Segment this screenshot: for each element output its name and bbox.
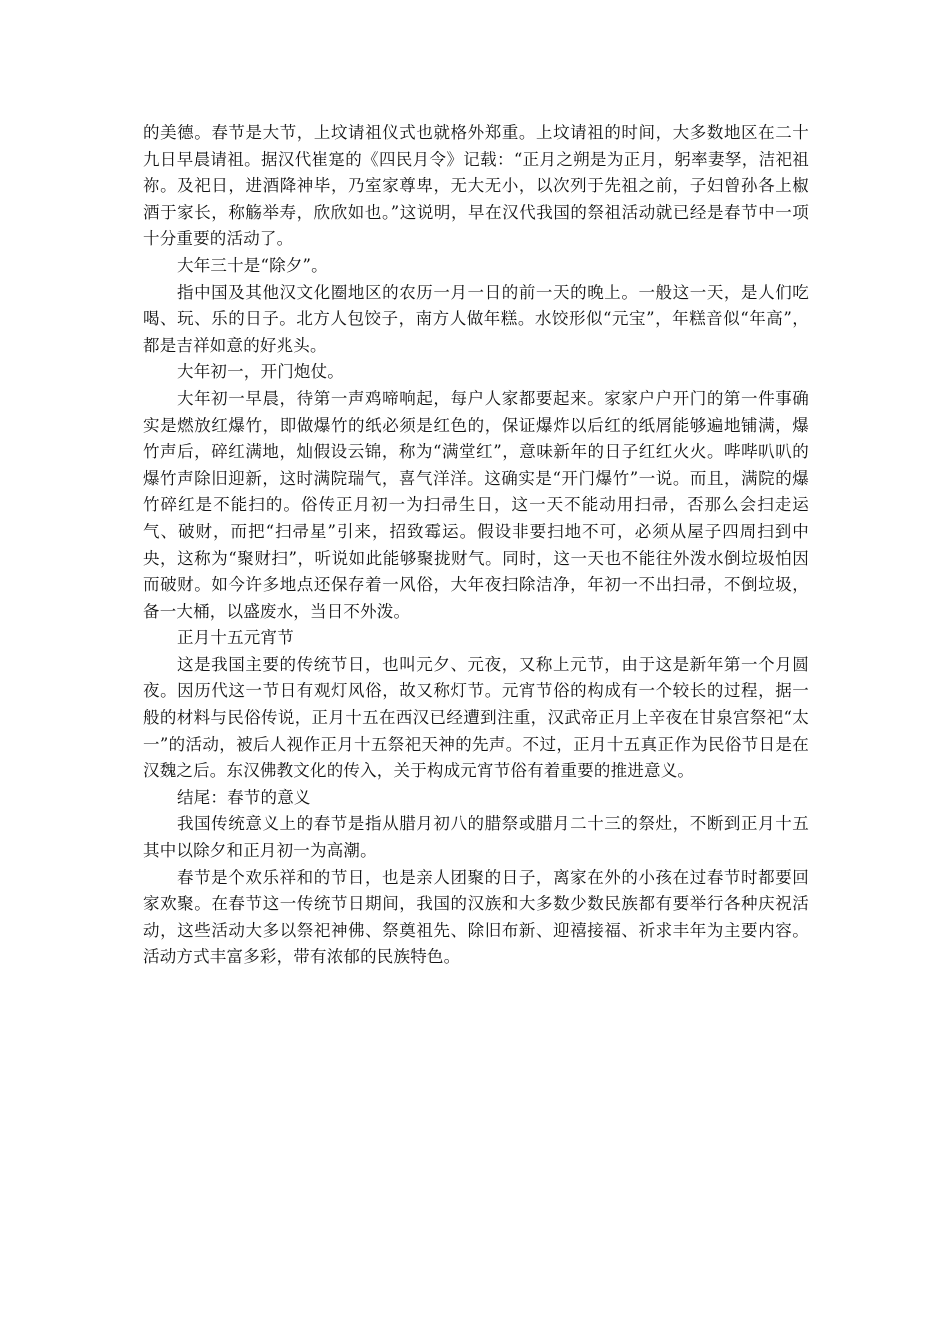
heading-new-years-eve: 大年三十是“除夕”。 [177, 255, 328, 275]
paragraph-ancestor-worship: 的美德。春节是大节，上坟请祖仪式也就格外郑重。上坟请祖的时间，大多数地区在二十九日早晨请祖。据汉代崔寔的《四民月令》记载：“正月之朔是为正月，躬率妻孥，洁祀祖祢。及祀日，进酒降神毕，乃室家尊卑，无大无小，以次列于先祖之前，子妇曾孙各上椒酒于家长，称觞举寿，欣欣如也。”这说明，早在汉代我国的祭祖活动就已经是春节中一项十分重要的活动了。 [143, 123, 809, 249]
paragraph-first-day-firecrackers: 大年初一早晨，待第一声鸡啼响起，每户人家都要起来。家家户户开门的第一件事确实是燃放红爆竹，即做爆竹的纸必须是红色的，保证爆炸以后红的纸屑能够遍地铺满，爆竹声后，碎红满地，灿假设云锦，称为“满堂红”，意味新年的日子红红火火。哔哔叭叭的爆竹声除旧迎新，这时满院瑞气，喜气洋洋。这确实是“开门爆竹”一说。而且，满院的爆竹碎红是不能扫的。俗传正月初一为扫帚生日，这一天不能动用扫帚，否那么会扫走运气、破财，而把“扫帚星”引来，招致霉运。假设非要扫地不可，必须从屋子四周扫到中央，这称为“聚财扫”，听说如此能够聚拢财气。同时，这一天也不能往外泼水倒垃圾怕因而破财。如今许多地点还保存着一风俗，大年夜扫除洁净，年初一不出扫帚，不倒垃圾，备一大桶，以盛废水，当日不外泼。 [143, 388, 809, 621]
paragraph-spring-festival-span: 我国传统意义上的春节是指从腊月初八的腊祭或腊月二十三的祭灶，不断到正月十五其中以除夕和正月初一为高潮。 [143, 814, 809, 861]
heading-conclusion: 结尾：春节的意义 [177, 787, 311, 807]
heading-first-day-firecrackers: 大年初一，开门炮仗。 [177, 362, 344, 382]
paragraph-lantern-festival: 这是我国主要的传统节日，也叫元夕、元夜，又称上元节，由于这是新年第一个月圆夜。因历代这一节日有观灯风俗，故又称灯节。元宵节俗的构成有一个较长的过程，据一般的材料与民俗传说，正月十五在西汉已经遭到注重，汉武帝正月上辛夜在甘泉宫祭祀“太一”的活动，被后人视作正月十五祭祀天神的先声。不过，正月十五真正作为民俗节日是在汉魏之后。东汉佛教文化的传入，关于构成元宵节俗有着重要的推进意义。 [143, 654, 809, 781]
heading-lantern-festival: 正月十五元宵节 [177, 628, 294, 648]
document-body [143, 120, 809, 971]
paragraph-spring-festival-meaning: 春节是个欢乐祥和的节日，也是亲人团聚的日子，离家在外的小孩在过春节时都要回家欢聚。在春节这一传统节日期间，我国的汉族和大多数少数民族都有要举行各种庆祝活动，这些活动大多以祭祀神佛、祭奠祖先、除旧布新、迎禧接福、祈求丰年为主要内容。活动方式丰富多彩，带有浓郁的民族特色。 [143, 867, 809, 967]
paragraph-new-years-eve: 指中国及其他汉文化圈地区的农历一月一日的前一天的晚上。一般这一天，是人们吃喝、玩、乐的日子。北方人包饺子，南方人做年糕。水饺形似“元宝”，年糕音似“年高”，都是吉祥如意的好兆头。 [143, 282, 809, 355]
